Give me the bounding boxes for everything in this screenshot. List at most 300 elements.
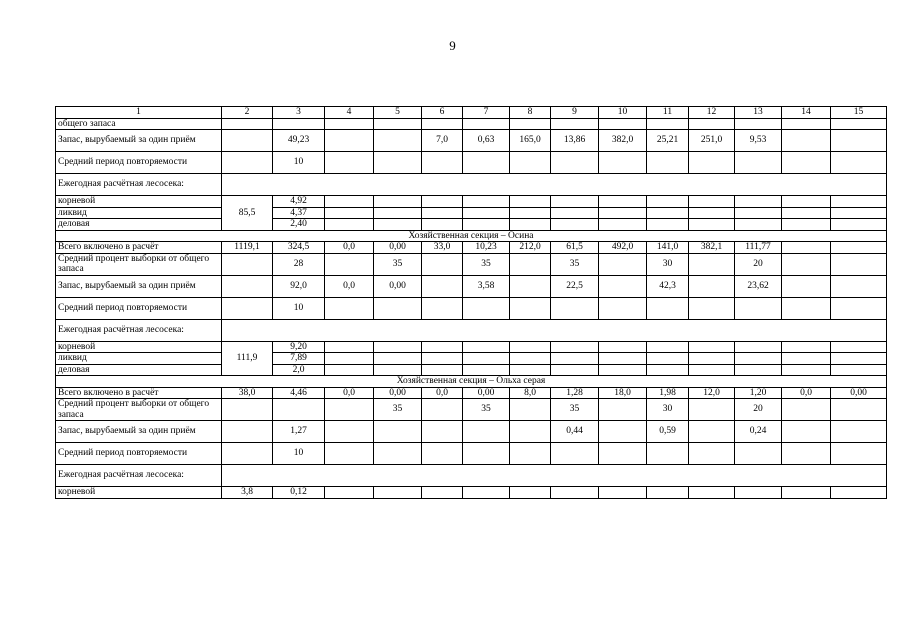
table-row (56, 219, 887, 231)
table-cell (325, 196, 374, 208)
table-cell (831, 487, 887, 499)
table-cell (647, 364, 689, 376)
table-cell (222, 152, 273, 174)
table-cell: 0,00 (831, 387, 887, 399)
table-row (56, 421, 887, 443)
table-cell (325, 341, 374, 353)
table-cell (831, 443, 887, 465)
table-cell (782, 242, 831, 254)
table-cell (551, 443, 599, 465)
table-cell (325, 219, 374, 231)
table-cell (222, 297, 273, 319)
table-cell: 141,0 (647, 242, 689, 254)
table-cell: 38,0 (222, 387, 273, 399)
table-cell (782, 118, 831, 130)
table-cell (782, 487, 831, 499)
table-cell (782, 399, 831, 421)
table-cell (222, 130, 273, 152)
table-cell: 33,0 (422, 242, 463, 254)
table-cell (782, 253, 831, 275)
section-title: Хозяйственная секция – Ольха серая (56, 376, 887, 388)
table-row (56, 174, 887, 196)
table-cell (374, 130, 422, 152)
table-cell: 35 (374, 253, 422, 275)
table-cell (551, 207, 599, 219)
row-label: корневой (56, 341, 222, 353)
table-cell: 4,46 (273, 387, 325, 399)
table-cell: 18,0 (599, 387, 647, 399)
column-header: 13 (735, 107, 782, 119)
table-cell (510, 152, 551, 174)
table-cell: 12,0 (689, 387, 735, 399)
table-cell (831, 196, 887, 208)
section-title: Хозяйственная секция – Осина (56, 230, 887, 242)
table-cell (222, 253, 273, 275)
table-cell (422, 399, 463, 421)
table-cell (422, 253, 463, 275)
table-cell (599, 364, 647, 376)
table-cell (463, 152, 510, 174)
table-cell: 0,00 (463, 387, 510, 399)
table-cell (599, 152, 647, 174)
table-cell (325, 421, 374, 443)
row-label: ликвид (56, 207, 222, 219)
table-cell (374, 297, 422, 319)
table-cell (735, 297, 782, 319)
table-cell (510, 196, 551, 208)
column-header: 15 (831, 107, 887, 119)
table-cell (551, 118, 599, 130)
column-header: 2 (222, 107, 273, 119)
page-number: 9 (449, 38, 456, 53)
table-cell (273, 399, 325, 421)
table-cell (735, 364, 782, 376)
table-cell: 0,44 (551, 421, 599, 443)
table-cell (325, 364, 374, 376)
row-label: общего запаса (56, 118, 222, 130)
row-label: Запас, вырубаемый за один приём (56, 275, 222, 297)
table-cell (599, 443, 647, 465)
table-cell: 0,0 (325, 242, 374, 254)
row-label: Средний период повторяемости (56, 297, 222, 319)
table-cell (689, 118, 735, 130)
table-cell (782, 364, 831, 376)
table-row (56, 253, 887, 275)
table-cell: 8,0 (510, 387, 551, 399)
row-label: Средний период повторяемости (56, 152, 222, 174)
row-label: ликвид (56, 353, 222, 365)
table-cell (273, 118, 325, 130)
table-cell (599, 253, 647, 275)
table-cell (689, 219, 735, 231)
table-cell: 4,37 (273, 207, 325, 219)
table-cell: 111,77 (735, 242, 782, 254)
table-header-row (56, 107, 887, 119)
table-row (56, 130, 887, 152)
table-cell (599, 399, 647, 421)
table-cell (463, 421, 510, 443)
table-row (56, 297, 887, 319)
table-cell: 0,59 (647, 421, 689, 443)
row-label: Средний период повторяемости (56, 443, 222, 465)
table-row (56, 207, 887, 219)
table-cell (374, 341, 422, 353)
column-header: 7 (463, 107, 510, 119)
table-cell (374, 118, 422, 130)
table-cell (599, 341, 647, 353)
table-cell: 20 (735, 399, 782, 421)
table-cell: 0,00 (374, 275, 422, 297)
column-header: 5 (374, 107, 422, 119)
table-cell: 10 (273, 443, 325, 465)
table-cell (689, 297, 735, 319)
section-header-row (56, 230, 887, 242)
row-label: Ежегодная расчётная лесосека: (56, 174, 222, 196)
table-cell (510, 207, 551, 219)
table-cell (325, 130, 374, 152)
table-cell (689, 421, 735, 443)
table-cell: 42,3 (647, 275, 689, 297)
row-label: корневой (56, 196, 222, 208)
table-cell: 25,21 (647, 130, 689, 152)
table-cell (551, 353, 599, 365)
table-cell (463, 196, 510, 208)
table-cell: 1,98 (647, 387, 689, 399)
empty-span-cell (222, 465, 887, 487)
table-cell (422, 341, 463, 353)
table-cell (463, 443, 510, 465)
table-row (56, 443, 887, 465)
merged-cell: 85,5 (222, 196, 273, 231)
table-cell (463, 118, 510, 130)
table-cell (647, 207, 689, 219)
table-cell (782, 297, 831, 319)
row-label: Всего включено в расчёт (56, 387, 222, 399)
table-cell: 7,0 (422, 130, 463, 152)
table-cell (782, 421, 831, 443)
table-cell: 35 (463, 399, 510, 421)
table-cell (689, 399, 735, 421)
table-cell: 0,0 (782, 387, 831, 399)
table-cell (551, 152, 599, 174)
table-cell (551, 219, 599, 231)
table-cell (422, 421, 463, 443)
table-cell: 2,0 (273, 364, 325, 376)
table-cell (325, 353, 374, 365)
table-cell (689, 253, 735, 275)
table-cell (782, 207, 831, 219)
table-cell: 61,5 (551, 242, 599, 254)
table-cell (735, 207, 782, 219)
table-row (56, 242, 887, 254)
table-cell (735, 196, 782, 208)
table-cell (463, 219, 510, 231)
table-cell (551, 364, 599, 376)
table-cell (782, 196, 831, 208)
table-cell (647, 196, 689, 208)
empty-span-cell (222, 174, 887, 196)
table-cell: 382,0 (599, 130, 647, 152)
row-label: Запас, вырубаемый за один приём (56, 421, 222, 443)
table-cell (647, 341, 689, 353)
table-cell (647, 487, 689, 499)
table-cell (831, 253, 887, 275)
table-cell (325, 487, 374, 499)
table-cell (689, 364, 735, 376)
table-cell (599, 207, 647, 219)
column-header: 6 (422, 107, 463, 119)
table-cell: 92,0 (273, 275, 325, 297)
table-cell: 10,23 (463, 242, 510, 254)
table-cell: 0,00 (374, 242, 422, 254)
table-cell (599, 421, 647, 443)
table-cell: 7,89 (273, 353, 325, 365)
table-cell: 382,1 (689, 242, 735, 254)
table-row (56, 152, 887, 174)
table-row (56, 487, 887, 499)
table-cell (735, 219, 782, 231)
table-cell: 9,20 (273, 341, 325, 353)
table-cell (374, 364, 422, 376)
table-cell: 0,24 (735, 421, 782, 443)
table-cell: 0,0 (325, 387, 374, 399)
table-cell: 3,58 (463, 275, 510, 297)
table-cell (222, 118, 273, 130)
table-cell (222, 275, 273, 297)
table-cell: 10 (273, 152, 325, 174)
table-cell: 10 (273, 297, 325, 319)
row-label: деловая (56, 219, 222, 231)
table-cell (374, 219, 422, 231)
table-row (56, 399, 887, 421)
table-cell (689, 207, 735, 219)
table-cell (374, 421, 422, 443)
table-cell (422, 219, 463, 231)
table-cell: 30 (647, 399, 689, 421)
table-cell (647, 118, 689, 130)
table-cell (222, 421, 273, 443)
table-cell (831, 421, 887, 443)
table-row (56, 319, 887, 341)
table-cell (422, 118, 463, 130)
table-cell: 35 (374, 399, 422, 421)
table-cell (551, 487, 599, 499)
table-cell (831, 130, 887, 152)
table-cell: 35 (463, 253, 510, 275)
row-label: корневой (56, 487, 222, 499)
table-cell (831, 207, 887, 219)
table-cell: 4,92 (273, 196, 325, 208)
table-cell: 22,5 (551, 275, 599, 297)
table-cell (831, 275, 887, 297)
table-cell (782, 130, 831, 152)
table-cell (374, 152, 422, 174)
table-cell: 1,20 (735, 387, 782, 399)
column-header: 11 (647, 107, 689, 119)
table-cell (689, 196, 735, 208)
row-label: Запас, вырубаемый за один приём (56, 130, 222, 152)
row-label: Всего включено в расчёт (56, 242, 222, 254)
column-header: 1 (56, 107, 222, 119)
section-header-row (56, 376, 887, 388)
table-cell (374, 207, 422, 219)
table-cell: 0,00 (374, 387, 422, 399)
table-cell (422, 152, 463, 174)
table-cell (510, 275, 551, 297)
table-cell (599, 487, 647, 499)
table-cell (510, 421, 551, 443)
table-cell (510, 253, 551, 275)
table-cell (689, 275, 735, 297)
column-header: 8 (510, 107, 551, 119)
table-cell (510, 364, 551, 376)
table-cell: 20 (735, 253, 782, 275)
table-cell (782, 152, 831, 174)
table-cell: 1119,1 (222, 242, 273, 254)
table-cell: 30 (647, 253, 689, 275)
table-cell (599, 297, 647, 319)
table-cell (599, 118, 647, 130)
table-cell (735, 118, 782, 130)
forest-cut-table (55, 106, 887, 499)
table-cell (689, 152, 735, 174)
table-cell (831, 297, 887, 319)
row-label: Средний процент выборки от общего запаса (56, 399, 222, 421)
table-cell (831, 399, 887, 421)
table-cell (831, 118, 887, 130)
table-row (56, 387, 887, 399)
column-header: 14 (782, 107, 831, 119)
column-header: 12 (689, 107, 735, 119)
table-cell (551, 196, 599, 208)
table-cell: 13,86 (551, 130, 599, 152)
table-cell: 0,0 (325, 275, 374, 297)
table-cell (689, 341, 735, 353)
table-cell (735, 341, 782, 353)
table-cell (510, 443, 551, 465)
table-cell (551, 341, 599, 353)
table-cell (831, 353, 887, 365)
table-cell (463, 364, 510, 376)
table-cell (599, 196, 647, 208)
table-cell: 35 (551, 399, 599, 421)
table-cell (374, 487, 422, 499)
table-cell: 165,0 (510, 130, 551, 152)
table-cell: 2,40 (273, 219, 325, 231)
table-cell (782, 353, 831, 365)
table-cell (422, 275, 463, 297)
table-row (56, 353, 887, 365)
table-cell (551, 297, 599, 319)
table-cell: 9,53 (735, 130, 782, 152)
table-cell (222, 443, 273, 465)
table-cell (689, 443, 735, 465)
table-cell (510, 353, 551, 365)
table-cell (510, 341, 551, 353)
table-cell (735, 487, 782, 499)
table-cell (422, 207, 463, 219)
row-label: Средний процент выборки от общего запаса (56, 253, 222, 275)
table-cell (422, 364, 463, 376)
table-cell (647, 443, 689, 465)
table-cell (782, 341, 831, 353)
table-cell (422, 443, 463, 465)
table-cell (463, 207, 510, 219)
table-cell: 251,0 (689, 130, 735, 152)
table-cell: 0,12 (273, 487, 325, 499)
table-cell (689, 353, 735, 365)
table-cell: 3,8 (222, 487, 273, 499)
table-cell (325, 399, 374, 421)
table-cell (325, 118, 374, 130)
table-cell (325, 207, 374, 219)
table-cell (374, 353, 422, 365)
table-cell (735, 443, 782, 465)
table-cell (325, 253, 374, 275)
merged-cell: 111,9 (222, 341, 273, 376)
table-row (56, 364, 887, 376)
table-cell: 23,62 (735, 275, 782, 297)
table-cell (782, 275, 831, 297)
table-cell: 492,0 (599, 242, 647, 254)
table-row (56, 465, 887, 487)
table-cell (422, 487, 463, 499)
table-cell (463, 487, 510, 499)
table-cell (831, 152, 887, 174)
table-cell (735, 353, 782, 365)
table-cell (735, 152, 782, 174)
table-cell: 28 (273, 253, 325, 275)
table-cell: 0,63 (463, 130, 510, 152)
table-cell (599, 219, 647, 231)
table-cell (463, 341, 510, 353)
column-header: 10 (599, 107, 647, 119)
column-header: 9 (551, 107, 599, 119)
table-cell (422, 353, 463, 365)
table-cell: 1,28 (551, 387, 599, 399)
table-cell (422, 297, 463, 319)
table-cell (325, 443, 374, 465)
table-cell (831, 242, 887, 254)
table-row (56, 275, 887, 297)
table-cell (831, 219, 887, 231)
table-cell (599, 275, 647, 297)
table-cell (325, 297, 374, 319)
table-cell (510, 487, 551, 499)
table-cell (647, 152, 689, 174)
row-label: Ежегодная расчётная лесосека: (56, 319, 222, 341)
table-cell (463, 297, 510, 319)
empty-span-cell (222, 319, 887, 341)
table-cell (510, 297, 551, 319)
table-cell (374, 443, 422, 465)
table-cell (222, 399, 273, 421)
table-row (56, 341, 887, 353)
table-cell (510, 399, 551, 421)
table-cell (510, 118, 551, 130)
table-row (56, 118, 887, 130)
table-cell (647, 219, 689, 231)
column-header: 4 (325, 107, 374, 119)
table-row (56, 196, 887, 208)
table-cell: 324,5 (273, 242, 325, 254)
table-cell (782, 443, 831, 465)
table-cell: 1,27 (273, 421, 325, 443)
table-cell (831, 341, 887, 353)
table-cell (599, 353, 647, 365)
table-cell: 212,0 (510, 242, 551, 254)
table-cell (647, 297, 689, 319)
